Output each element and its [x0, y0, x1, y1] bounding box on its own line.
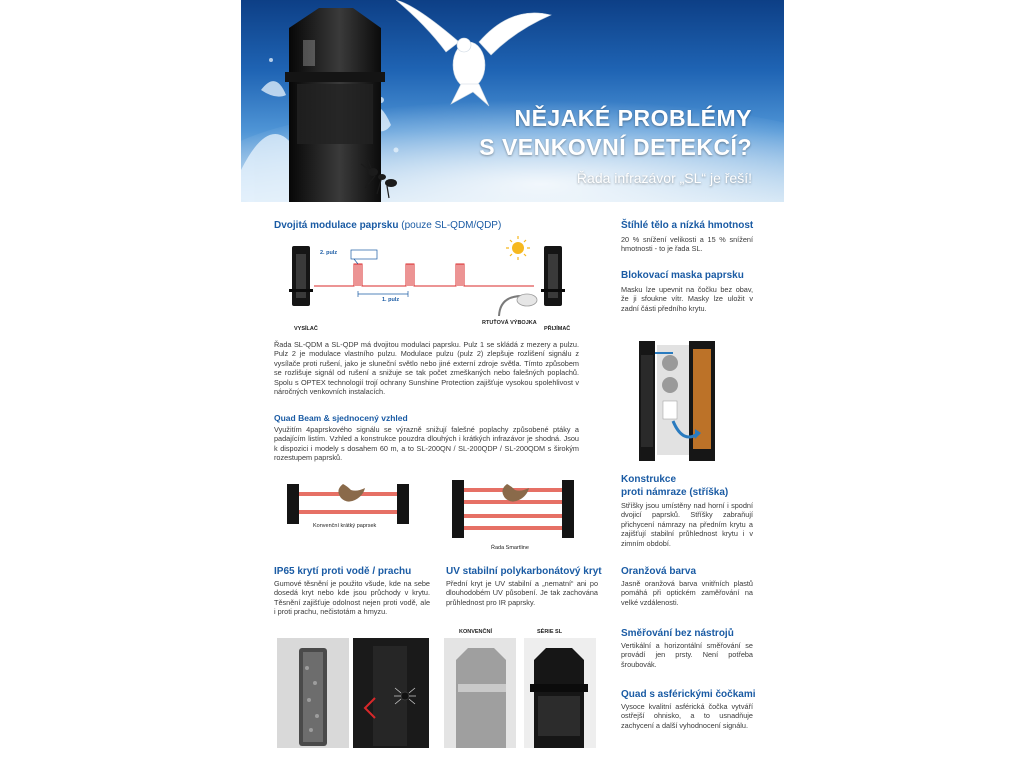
- tool-free-body: Vertikální a horizontální směřování se provádí jen prsty. Není potřeba šroubovák.: [621, 641, 753, 669]
- slim-body: 20 % snížení velikosti a 15 % snížení hmotnosti - to je řada SL.: [621, 235, 753, 254]
- tool-free-heading: Směřování bez nástrojů: [621, 628, 734, 639]
- orange-heading: Oranžová barva: [621, 566, 697, 577]
- beam-comparison-illustration: [285, 478, 581, 554]
- pulse2-pointer: [354, 259, 358, 264]
- dove-image: [396, 0, 551, 106]
- smartline-beam-illustration: [452, 480, 574, 538]
- conventional-beam-caption: Konvenční krátký paprsek: [313, 523, 377, 529]
- frost-body: Stříšky jsou umístěny nad horní i spodní dvojicí paprsků. Stříšky zabraňují přichycení námrazy na předním krytu a zajišťují stabilní průhlednost krytu i v zimním období.: [621, 501, 753, 548]
- pulse-waveform: [314, 264, 534, 286]
- hero-title-line-1: NĚJAKÉ PROBLÉMY: [514, 105, 752, 131]
- transmitter-device: [289, 246, 313, 306]
- mask-heading: Blokovací maska paprsku: [621, 270, 744, 281]
- frost-heading-line-1: Konstrukce: [621, 474, 677, 485]
- uv-heading: UV stabilní polykarbonátový kryt: [446, 566, 602, 577]
- uv-conventional-label: KONVENČNÍ: [459, 629, 493, 635]
- aspheric-body: Vysoce kvalitní asférická čočka vytváří ostřejší ohnisko, a to usnadňuje zachycení a další vyhodnocení signálu.: [621, 702, 753, 730]
- quad-beam-heading: Quad Beam & sjednocený vzhled: [274, 413, 408, 423]
- uv-comparison-photo: [444, 638, 596, 748]
- pulse2-label-box: [351, 250, 377, 259]
- frost-heading: [621, 473, 781, 499]
- mask-body: Masku lze upevnit na čočku bez obav, že ji sfoukne vítr. Masky lze uložit v zadní části předního krytu.: [621, 285, 753, 313]
- dual-modulation-note: (pouze SL-QDM/QDP): [401, 220, 502, 231]
- transmitter-label: VYSÍLAČ: [294, 326, 318, 332]
- hero-title: [479, 104, 752, 162]
- pulse1-label: 1. pulz: [382, 297, 400, 303]
- orange-body: Jasně oranžová barva vnitřních plastů pomáhá při optickém zaměřování na velké vzdálenosti.: [621, 579, 753, 607]
- slim-heading: Štíhlé tělo a nízká hmotnost: [621, 220, 754, 231]
- brochure-page: [241, 0, 784, 768]
- dual-modulation-title: Dvojitá modulace paprsku: [274, 220, 399, 231]
- pulse2-label: 2. pulz: [320, 250, 338, 256]
- hero-banner: [241, 0, 784, 202]
- mercury-lamp-icon: [499, 294, 537, 316]
- ip65-photo: [277, 638, 429, 748]
- ip65-body: Gumové těsnění je použito všude, kde na sebe dosedá kryt nebo kde jsou průchody v krytu. Těsnění zajišťuje odolnost nejen proti vodě, ale i proti prachu, nečistotám a hmyzu.: [274, 579, 430, 617]
- receiver-device: [541, 246, 565, 306]
- quad-beam-body: Využitím 4paprskového signálu se výrazně snižují falešné poplachy způsobené ptáky a padajícím listím. Vzhled a konstrukce pouzdra dlouhých i krátkých infrazávor je shodná. Jsou k dispozici i modely s dosahem 60 m, a to SL-200QN / SL-200QDP / SL-200QDM s širokým rozestupem paprsků.: [274, 425, 579, 463]
- dual-modulation-heading: [274, 219, 584, 232]
- receiver-label: PŘIJÍMAČ: [544, 326, 571, 332]
- smartline-caption: Řada Smartline: [491, 545, 529, 551]
- frost-heading-line-2: proti námraze (stříška): [621, 487, 729, 498]
- dual-modulation-body: Řada SL-QDM a SL-QDP má dvojitou modulaci paprsku. Pulz 1 se skládá z mezery a pulzu. Pulz 2 je modulace vlastního pulzu. Modulace pulzu (pulz 2) zlepšuje rozlišení signálu z vysílače proti rušení, jako je sluneční světlo nebo jiné externí zdroje světla. Tímto způsobem se rozlišuje signál od rušení a snižuje se tak počet zmeškaných nebo falešných poplachů. Spolu s OPTEX technologií trojí ochrany Sunshine Protection zajišťuje vysokou spolehlivost v náročných venkovních instalacích.: [274, 340, 579, 397]
- lamp-label: RTUŤOVÁ VÝBOJKA: [482, 320, 537, 326]
- aspheric-heading: Quad s asférickými čočkami: [621, 689, 756, 700]
- sun-icon: [506, 236, 530, 260]
- uv-sl-series-label: SÉRIE SL: [537, 629, 563, 635]
- hero-subtitle: Řada infrazávor „SL“ je řeší!: [576, 170, 752, 186]
- conventional-beam-illustration: [287, 484, 409, 524]
- ip65-heading: IP65 krytí proti vodě / prachu: [274, 566, 412, 577]
- hero-title-line-2: S VENKOVNÍ DETEKCÍ?: [479, 134, 752, 160]
- beam-mask-illustration: [633, 335, 723, 465]
- uv-body: Přední kryt je UV stabilní a „nematní“ ani po dlouhodobém UV působení. Je tak zachována průhlednost pro IR paprsky.: [446, 579, 598, 607]
